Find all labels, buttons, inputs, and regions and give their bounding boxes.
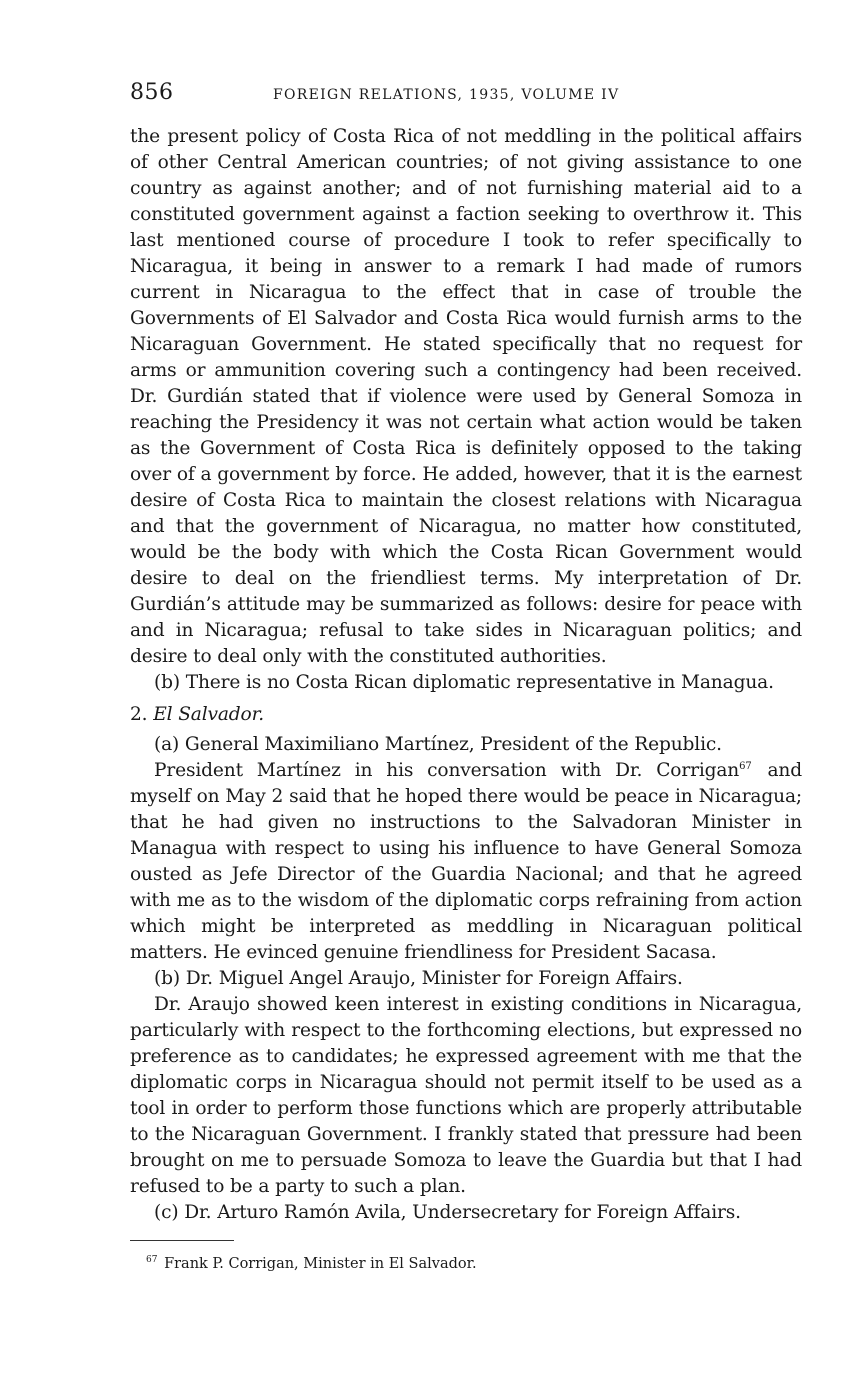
section-heading-el-salvador	[130, 702, 802, 728]
footnote-divider	[130, 1240, 234, 1241]
page-header	[130, 80, 802, 112]
paragraph-el-salvador-c: (c) Dr. Arturo Ramón Avila, Undersecretary for Foreign Affairs.	[154, 1202, 741, 1223]
paragraph-martinez-conversation	[130, 758, 802, 966]
paragraph-costa-rica-b: (b) There is no Costa Rican diplomatic representative in Managua.	[154, 672, 774, 693]
footnote	[146, 1256, 477, 1272]
footnote-text: Frank P. Corrigan, Minister in El Salvador.	[164, 1256, 477, 1272]
page-number: 856	[130, 80, 174, 105]
paragraph-el-salvador-b: (b) Dr. Miguel Angel Araujo, Minister for Foreign Affairs.	[154, 968, 683, 989]
paragraph-el-salvador-a: (a) General Maximiliano Martínez, President of the Republic.	[154, 734, 722, 755]
paragraph-araujo-conversation: Dr. Araujo showed keen interest in existing conditions in Nicaragua, particularly with respect to the forthcoming elections, but expressed no preference as to candidates; he expressed agreement with me that the diplomatic corps in Nicaragua should not permit itself to be used as a tool in order to perform those functions which are properly attributable to the Nicaraguan Government. I frankly stated that pressure had been brought on me to persuade Somoza to leave the Guardia but that I had refused to be a party to such a plan.	[130, 994, 802, 1197]
footnote-reference[interactable]: 67	[739, 760, 752, 772]
paragraph-text-before-ref: President Martínez in his conversation with Dr. Corrigan	[154, 760, 740, 781]
section-number: 2.	[130, 704, 148, 725]
running-head: FOREIGN RELATIONS, 1935, VOLUME IV	[273, 87, 620, 103]
section-title: El Salvador.	[153, 704, 265, 725]
body-text	[130, 124, 802, 1226]
paragraph-costa-rica-continued: the present policy of Costa Rica of not meddling in the political affairs of other Central American countries; of not giving assistance to one country as against another; and of not furnishing material aid to a constituted government against a faction seeking to overthrow it. This last mentioned course of procedure I took to refer specifically to Nicaragua, it being in answer to a remark I had made of rumors current in Nicaragua to the effect that in case of trouble the Governments of El Salvador and Costa Rica would furnish arms to the Nicaraguan Government. He stated specifically that no request for arms or ammunition covering such a contingency had been received. Dr. Gurdián stated that if violence were used by General Somoza in reaching the Presidency it was not certain what action would be taken as the Government of Costa Rica is definitely opposed to the taking over of a government by force. He added, however, that it is the earnest desire of Costa Rica to maintain the closest relations with Nicaragua and that the government of Nicaragua, no matter how constituted, would be the body with which the Costa Rican Government would desire to deal on the friendliest terms. My interpretation of Dr. Gurdián’s attitude may be summarized as follows: desire for peace with and in Nicaragua; refusal to take sides in Nicaraguan politics; and desire to deal only with the constituted authorities.	[130, 126, 802, 667]
footnote-number: 67	[146, 1255, 158, 1266]
paragraph-text-after-ref: and myself on May 2 said that he hoped there would be peace in Nicaragua; that he had given no instructions to the Salvadoran Minister in Managua with respect to using his influence to have General Somoza ousted as Jefe Director of the Guardia Nacional; and that he agreed with me as to the wisdom of the diplomatic corps refraining from action which might be interpreted as meddling in Nicaraguan political matters. He evinced genuine friendliness for President Sacasa.	[130, 760, 802, 963]
